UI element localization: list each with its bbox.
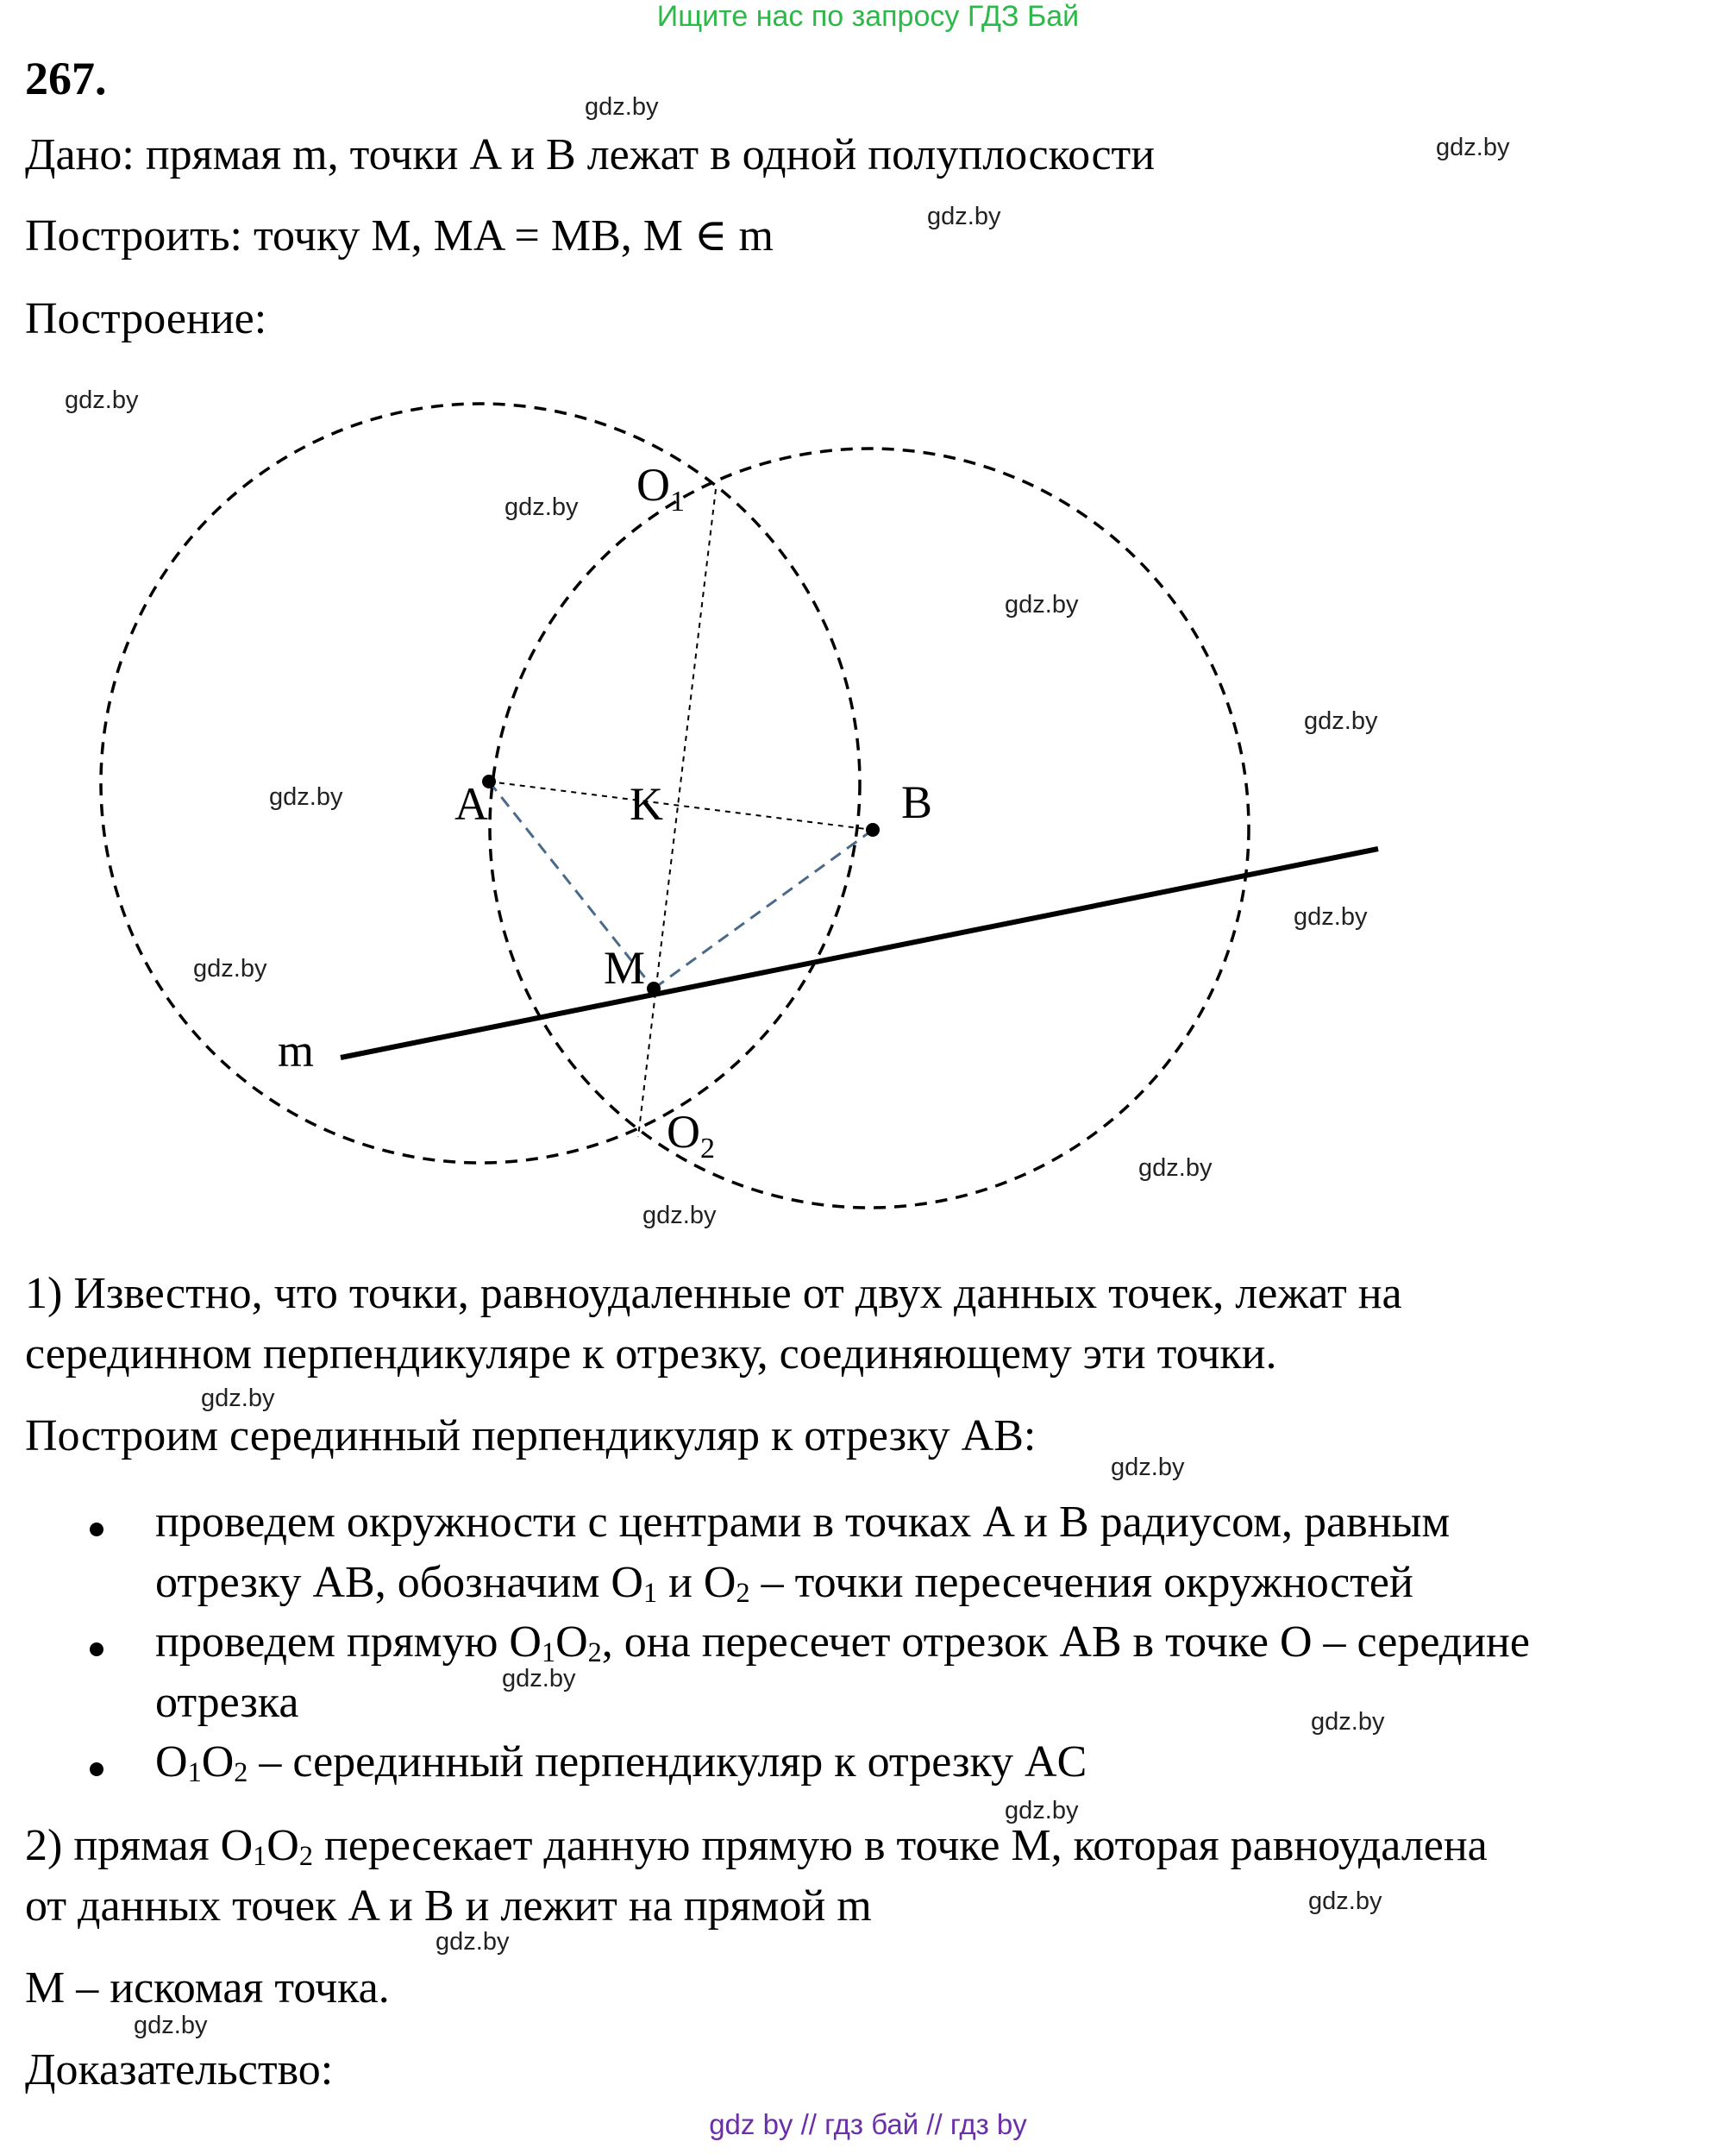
watermark: gdz.by <box>585 93 659 121</box>
watermark: gdz.by <box>1111 1454 1185 1481</box>
construct-text: Построить: точку M, MA = MB, M ∈ m <box>25 211 774 261</box>
watermark: gdz.by <box>134 2012 208 2039</box>
top-banner: Ищите нас по запросу ГДЗ Бай <box>656 0 1080 33</box>
conclusion-text: M – искомая точка. <box>25 1963 390 2013</box>
bullet2-line2: отрезка <box>155 1678 299 1727</box>
label-k: K <box>630 778 663 830</box>
watermark: gdz.by <box>1005 1797 1079 1824</box>
watermark: gdz.by <box>269 783 343 811</box>
step2-line1: 2) прямая $O_1O_2$ пересекает данную прямую в точке M, которая равноудалена <box>25 1821 1488 1871</box>
footer-text: gdz by // гдз бай // гдз by <box>709 2108 1027 2140</box>
watermark: gdz.by <box>1304 707 1378 735</box>
bullet-dot <box>90 1762 103 1776</box>
watermark: gdz.by <box>1311 1708 1385 1736</box>
label-line-m: m <box>278 1025 315 1077</box>
watermark: gdz.by <box>502 1665 576 1692</box>
watermark: gdz.by <box>1138 1154 1213 1182</box>
bullet-dot <box>90 1523 103 1536</box>
watermark: gdz.by <box>642 1202 717 1229</box>
problem-number: 267. <box>25 53 107 104</box>
point-b <box>866 823 880 837</box>
construction-heading: Построение: <box>25 294 267 343</box>
bullet1-line2: отрезку AB, обозначим $O_1$ и $O_2$ – точки пересечения окружностей <box>155 1558 1413 1608</box>
given-text: Дано: прямая m, точки A и B лежат в одной полуплоскости <box>25 130 1156 179</box>
watermark: gdz.by <box>1005 591 1079 619</box>
label-m-point: M <box>604 942 646 994</box>
proof-heading: Доказательство: <box>25 2045 334 2094</box>
watermark: gdz.by <box>927 203 1001 230</box>
segment-ab <box>489 782 873 830</box>
bullet-dot <box>90 1642 103 1656</box>
label-b: B <box>901 776 933 828</box>
watermark: gdz.by <box>1294 903 1368 931</box>
line-m <box>341 849 1378 1058</box>
point-m <box>647 982 661 995</box>
watermark: gdz.by <box>505 493 579 521</box>
label-o2: $O_2$ <box>667 1106 715 1165</box>
watermark: gdz.by <box>65 386 139 414</box>
watermark: gdz.by <box>193 955 267 983</box>
step1-line2: серединном перпендикуляре к отрезку, соединяющему эти точки. <box>25 1329 1277 1378</box>
step1-line3: Построим серединный перпендикуляр к отрезку AB: <box>25 1411 1037 1460</box>
watermark: gdz.by <box>201 1385 275 1412</box>
label-a: A <box>454 778 488 830</box>
label-o1: $O_1$ <box>636 459 685 518</box>
watermark: gdz.by <box>1308 1887 1382 1915</box>
step2-line2: от данных точек A и B и лежит на прямой m <box>25 1881 872 1931</box>
watermark: gdz.by <box>1436 134 1510 161</box>
step1-line1: 1) Известно, что точки, равноудаленные от двух данных точек, лежат на <box>25 1269 1402 1318</box>
bullet2-line1: проведем прямую $O_1O_2$, она пересечет отрезок AB в точке O – середине <box>155 1617 1530 1667</box>
bullet1-line1: проведем окружности с центрами в точках A и B радиусом, равным <box>155 1498 1451 1547</box>
watermark: gdz.by <box>436 1928 510 1956</box>
bullet3-line1: $O_1O_2$ – серединный перпендикуляр к отрезку AC <box>155 1737 1087 1787</box>
